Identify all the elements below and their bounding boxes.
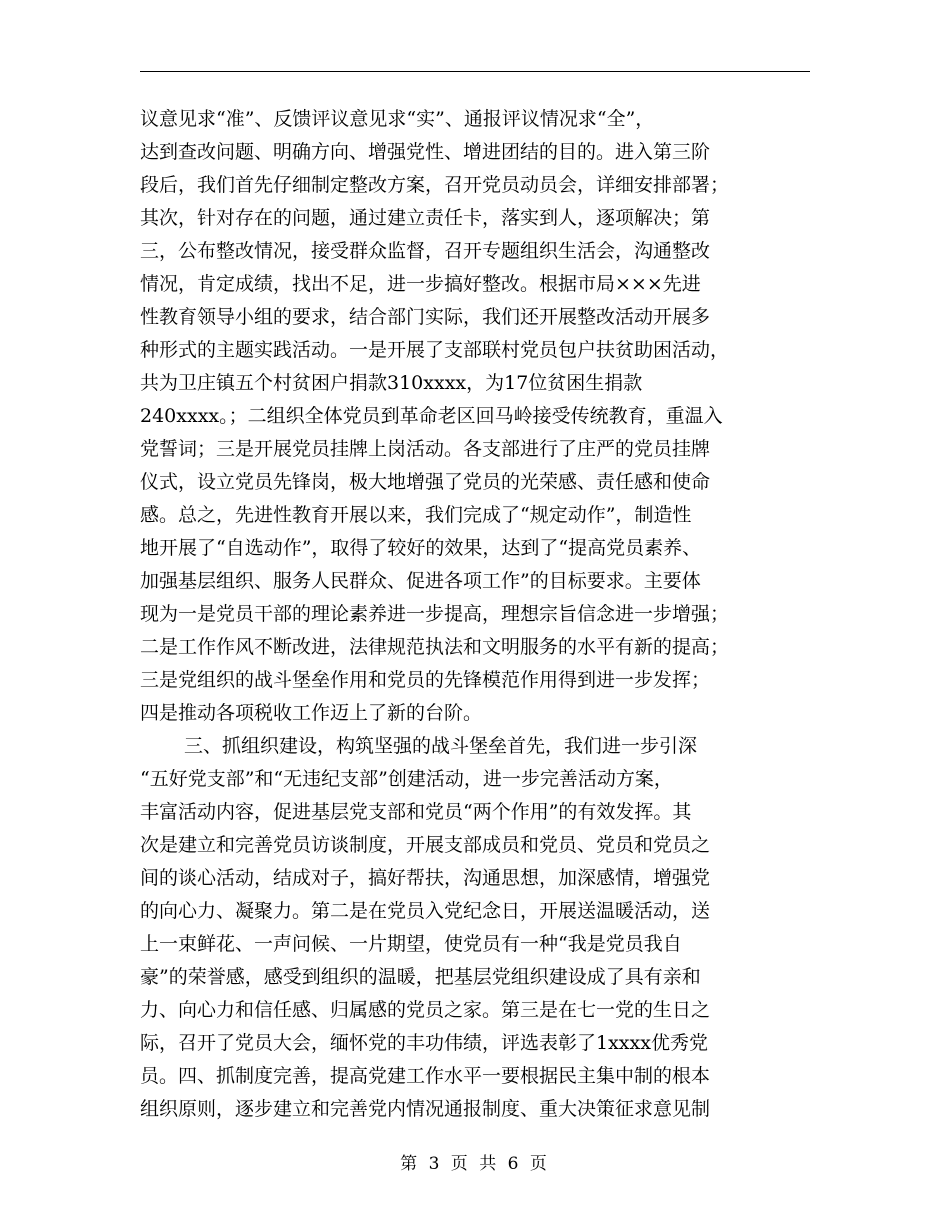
text-line: 豪”的荣誉感，感受到组织的温暖，把基层党组织建设成了具有亲和 [140,966,701,988]
text-line: 仪式，设立党员先锋岗，极大地增强了党员的光荣感、责任感和使命 [140,471,711,493]
text-line: 丰富活动内容，促进基层党支部和党员“两个作用”的有效发挥。其 [140,801,692,823]
text-line: 四是推动各项税收工作迈上了新的台阶。 [140,702,483,724]
text-line: 间的谈心活动，结成对子，搞好帮扶，沟通思想，加深感情，增强党 [140,867,711,889]
text-line: 上一束鲜花、一声问候、一片期望，使党员有一种“我是党员我自 [140,933,682,955]
text-line: 际，召开了党员大会，缅怀党的丰功伟绩，评选表彰了1xxxx优秀党 [140,1032,708,1054]
paragraph-start-line: 三、抓组织建设，构筑坚强的战斗堡垒首先，我们进一步引深 [184,735,698,757]
document-body [140,103,810,1126]
text-line: 情况，肯定成绩，找出不足，进一步搞好整改。根据市局×××先进 [140,273,701,295]
text-line: “五好党支部”和“无违纪支部”创建活动，进一步完善活动方案， [140,768,673,790]
text-line: 其次，针对存在的问题，通过建立责任卡，落实到人，逐项解决；第 [140,207,711,229]
text-line: 次是建立和完善党员访谈制度，开展支部成员和党员、党员和党员之 [140,834,711,856]
text-line: 共为卫庄镇五个村贫困户捐款310xxxx，为17位贫困生捐款 [140,372,643,394]
text-line: 地开展了“自选动作”，取得了较好的效果，达到了“提高党员素养、 [140,537,702,559]
text-line: 段后，我们首先仔细制定整改方案，召开党员动员会，详细安排部署； [140,174,730,196]
header-rule [140,71,810,72]
text-line: 性教育领导小组的要求，结合部门实际，我们还开展整改活动开展多 [140,306,711,328]
text-line: 种形式的主题实践活动。一是开展了支部联村党员包户扶贫助困活动， [140,339,730,361]
text-line: 议意见求“准”、反馈评议意见求“实”、通报评议情况求“全”， [140,108,655,130]
text-line: 二是工作作风不断改进，法律规范执法和文明服务的水平有新的提高； [140,636,730,658]
text-line: 达到查改问题、明确方向、增强党性、增进团结的目的。进入第三阶 [140,141,711,163]
text-line: 组织原则，逐步建立和完善党内情况通报制度、重大决策征求意见制 [140,1098,711,1120]
text-line: 三，公布整改情况，接受群众监督，召开专题组织生活会，沟通整改 [140,240,711,262]
text-line: 加强基层组织、服务人民群众、促进各项工作”的目标要求。主要体 [140,570,701,592]
page-number-footer: 第 3 页 共 6 页 [400,1154,550,1174]
text-line: 的向心力、凝聚力。第二是在党员入党纪念日，开展送温暖活动，送 [140,900,711,922]
text-line: 党誓词；三是开展党员挂牌上岗活动。各支部进行了庄严的党员挂牌 [140,438,711,460]
text-line: 力、向心力和信任感、归属感的党员之家。第三是在七一党的生日之 [140,999,711,1021]
text-line: 员。四、抓制度完善，提高党建工作水平一要根据民主集中制的根本 [140,1065,711,1087]
text-line: 现为一是党员干部的理论素养进一步提高，理想宗旨信念进一步增强； [140,603,730,625]
text-line: 感。总之，先进性教育开展以来，我们完成了“规定动作”，制造性 [140,504,692,526]
text-line: 三是党组织的战斗堡垒作用和党员的先锋模范作用得到进一步发挥； [140,669,711,691]
text-line: 240xxxx。；二组织全体党员到革命老区回马岭接受传统教育，重温入 [140,405,723,427]
